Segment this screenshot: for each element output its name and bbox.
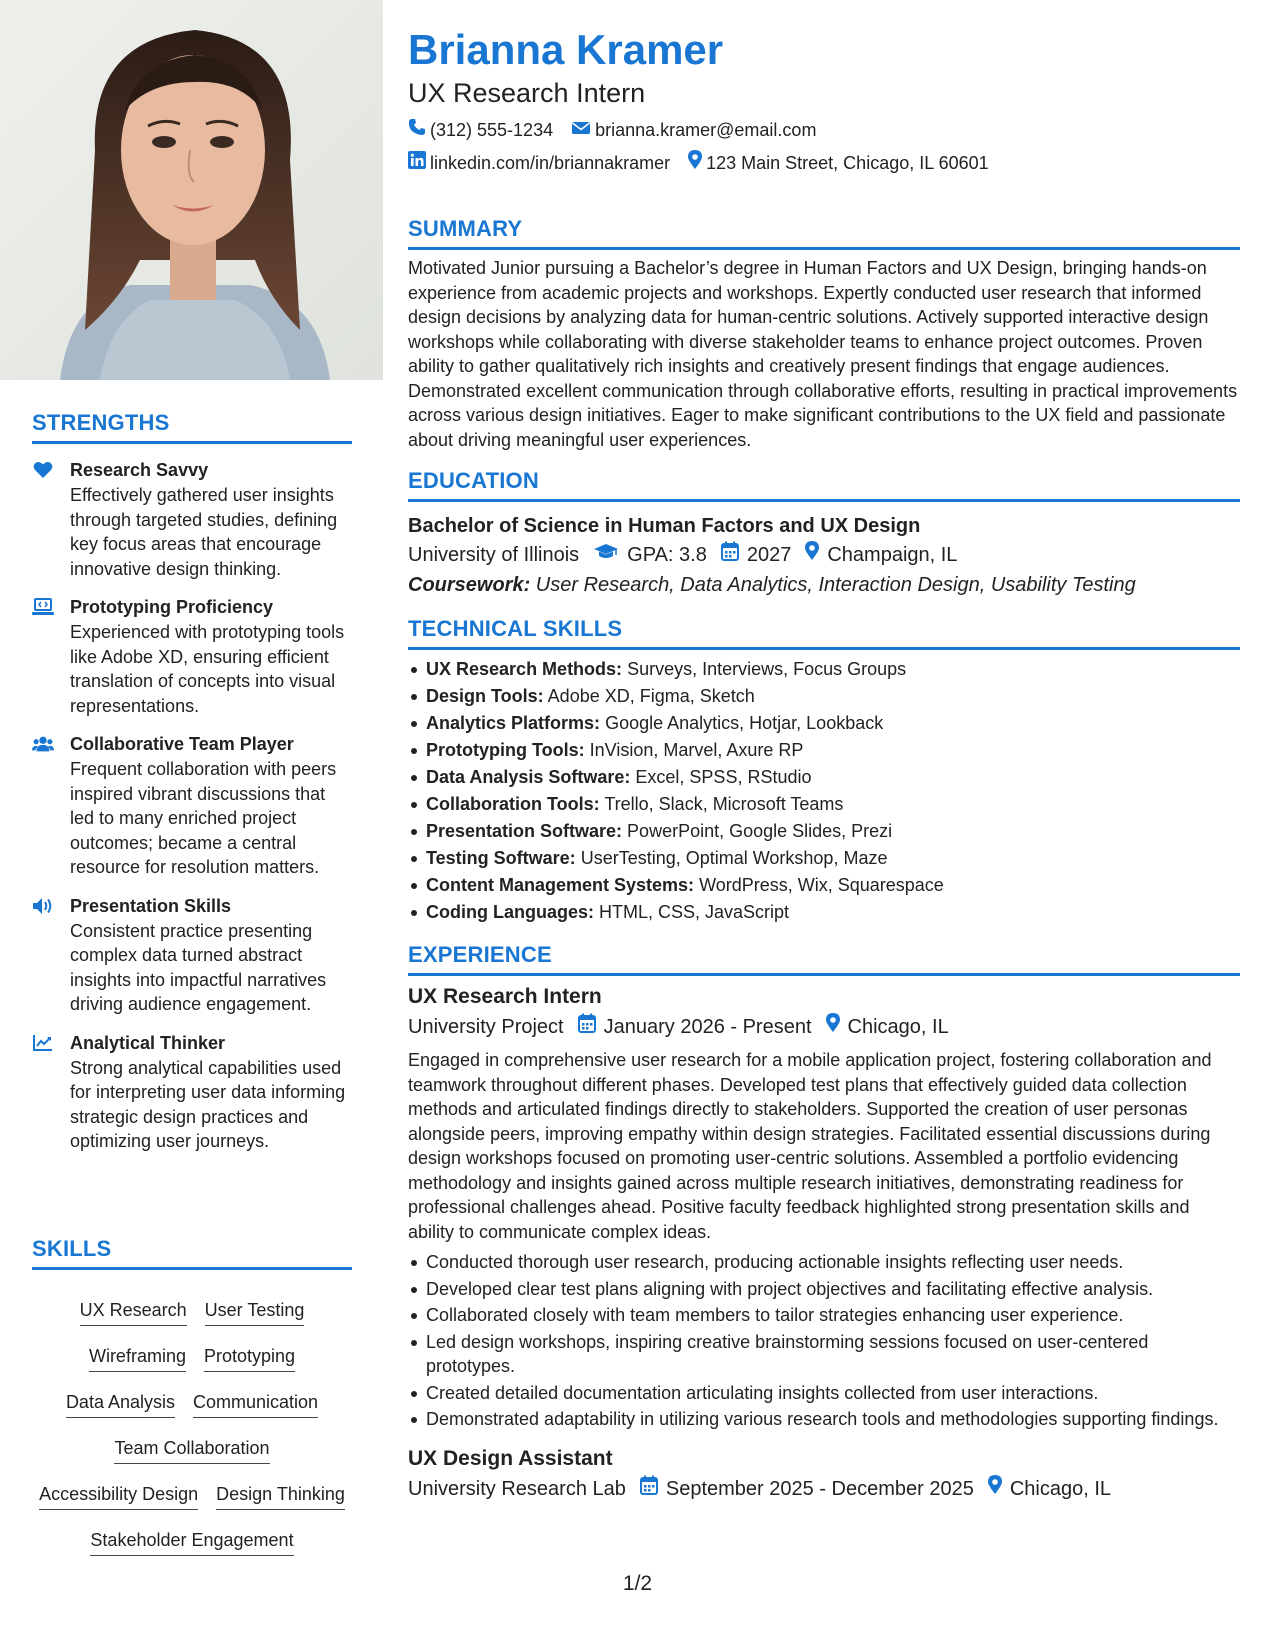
email-contact bbox=[571, 118, 816, 142]
grad-year bbox=[721, 540, 792, 570]
skill-value: Adobe XD, Figma, Sketch bbox=[543, 686, 755, 706]
skill-label: Collaboration Tools: bbox=[426, 794, 600, 814]
address-contact bbox=[688, 150, 989, 176]
email-text: brianna.kramer@email.com bbox=[595, 120, 817, 140]
skill-value: UserTesting, Optimal Workshop, Maze bbox=[575, 848, 888, 868]
degree-title: Bachelor of Science in Human Factors and UX Design bbox=[408, 515, 921, 537]
strength-item bbox=[32, 894, 352, 1017]
dates-text: September 2025 - December 2025 bbox=[665, 1477, 974, 1500]
technical-skills-section bbox=[408, 616, 1240, 926]
skill-value: Excel, SPSS, RStudio bbox=[630, 767, 812, 787]
list-item bbox=[408, 818, 1240, 845]
contact-row bbox=[408, 118, 1240, 142]
page-number: 1/2 bbox=[622, 1572, 653, 1595]
skill-tag: Wireframing bbox=[89, 1344, 186, 1372]
address-text: 123 Main Street, Chicago, IL 60601 bbox=[706, 153, 989, 173]
strength-desc: Consistent practice presenting complex data turned abstract insights into impactful narratives driving audience engagement. bbox=[70, 920, 327, 1014]
candidate-title: UX Research Intern bbox=[408, 78, 646, 108]
job-meta bbox=[408, 1012, 1240, 1042]
skills-section bbox=[32, 1236, 352, 1556]
list-item bbox=[408, 737, 1240, 764]
experience-heading: EXPERIENCE bbox=[408, 942, 1240, 976]
calendar-icon bbox=[721, 540, 747, 570]
strengths-heading: STRENGTHS bbox=[32, 410, 352, 444]
year-text: 2027 bbox=[746, 544, 792, 566]
skills-heading: SKILLS bbox=[32, 1236, 352, 1270]
strength-title: Presentation Skills bbox=[70, 895, 232, 916]
list-item bbox=[408, 683, 1240, 710]
skill-value: Trello, Slack, Microsoft Teams bbox=[599, 794, 844, 814]
dates-text: January 2026 - Present bbox=[603, 1016, 812, 1038]
heart-icon bbox=[32, 460, 54, 480]
profile-photo bbox=[0, 0, 383, 380]
skill-label: UX Research Methods: bbox=[426, 659, 623, 679]
job-location bbox=[826, 1012, 949, 1042]
skill-value: Google Analytics, Hotjar, Lookback bbox=[600, 713, 884, 733]
job-org bbox=[408, 1474, 626, 1504]
skill-value: HTML, CSS, JavaScript bbox=[594, 902, 790, 922]
list-item bbox=[408, 791, 1240, 818]
skill-value: InVision, Marvel, Axure RP bbox=[584, 740, 804, 760]
skill-value: WordPress, Wix, Squarespace bbox=[694, 875, 944, 895]
contact-row-2 bbox=[408, 150, 1240, 176]
strength-desc: Experienced with prototyping tools like Adobe XD, ensuring efficient translation of concepts into visual representations. bbox=[70, 622, 345, 716]
experience-section bbox=[408, 942, 1240, 1504]
job-meta bbox=[408, 1474, 1240, 1504]
job-title: UX Research Intern bbox=[408, 985, 602, 1008]
skill-tag: Stakeholder Engagement bbox=[90, 1528, 293, 1556]
strength-desc: Effectively gathered user insights through targeted studies, defining key focus areas that encourage innovative design thinking. bbox=[70, 485, 338, 579]
skill-label: Presentation Software: bbox=[426, 821, 623, 841]
linkedin-icon bbox=[408, 151, 430, 175]
summary-section bbox=[408, 216, 1240, 452]
education-meta bbox=[408, 540, 1240, 570]
graduation-cap-icon bbox=[593, 540, 627, 570]
linkedin-contact bbox=[408, 151, 670, 175]
list-item: Created detailed documentation articulating insights collected from user interactions. bbox=[408, 1381, 1240, 1406]
skill-label: Prototyping Tools: bbox=[426, 740, 585, 760]
list-item: Developed clear test plans aligning with project objectives and facilitating effective analysis. bbox=[408, 1277, 1240, 1302]
calendar-icon bbox=[578, 1012, 604, 1042]
job-dates bbox=[640, 1474, 974, 1504]
skill-tag: Communication bbox=[193, 1390, 318, 1418]
calendar-icon bbox=[640, 1474, 666, 1504]
skill-label: Testing Software: bbox=[426, 848, 576, 868]
strength-desc: Frequent collaboration with peers inspired vibrant discussions that led to many enriched project outcomes; became a central resource for resolution matters. bbox=[70, 759, 337, 877]
job-dates bbox=[578, 1012, 812, 1042]
skill-tag: Data Analysis bbox=[66, 1390, 175, 1418]
list-item bbox=[408, 872, 1240, 899]
location-text: Champaign, IL bbox=[827, 544, 958, 566]
volume-icon bbox=[32, 896, 54, 916]
education-section bbox=[408, 468, 1240, 600]
coursework-list: User Research, Data Analytics, Interaction Design, Usability Testing bbox=[530, 574, 1136, 596]
linkedin-text: linkedin.com/in/briannakramer bbox=[430, 153, 671, 173]
skill-label: Content Management Systems: bbox=[426, 875, 695, 895]
job-org bbox=[408, 1012, 564, 1042]
list-item: Conducted thorough user research, producing actionable insights reflecting user needs. bbox=[408, 1250, 1240, 1275]
strength-title: Collaborative Team Player bbox=[70, 734, 294, 754]
org-text: University Project bbox=[408, 1016, 564, 1038]
education-location bbox=[805, 540, 957, 570]
org-text: University Research Lab bbox=[408, 1477, 626, 1500]
strength-item bbox=[32, 595, 352, 718]
school bbox=[408, 540, 579, 570]
list-item: Led design workshops, inspiring creative brainstorming sessions focused on user-centered prototypes. bbox=[408, 1330, 1240, 1379]
technical-skills-list bbox=[408, 656, 1240, 926]
skill-label: Analytics Platforms: bbox=[426, 713, 601, 733]
envelope-icon bbox=[571, 118, 595, 142]
strength-item bbox=[32, 1031, 352, 1154]
strength-title: Analytical Thinker bbox=[70, 1032, 226, 1053]
job-bullets bbox=[408, 1250, 1240, 1432]
skill-value: Surveys, Interviews, Focus Groups bbox=[622, 659, 907, 679]
users-icon bbox=[32, 734, 54, 754]
laptop-code-icon bbox=[32, 597, 54, 617]
strength-item bbox=[32, 458, 352, 581]
candidate-name: Brianna Kramer bbox=[408, 26, 724, 73]
job-location bbox=[988, 1474, 1111, 1504]
summary-text: Motivated Junior pursuing a Bachelor’s degree in Human Factors and UX Design, bringing hands-on experience from academic projects and workshops. Expertly conducted user research that informed design decisions by analyzing data for human-centric solutions. Actively supported interactive design workshops while collaborating with diverse stakeholder teams to enhance project outcomes. Proven ability to gather qualitatively rich insights and creatively present findings that engage audiences. Demonstrated excellent communication through collaborative efforts, resulting in practical improvements across various design initiatives. Eager to make significant contributions to the UX field and passionate about driving meaningful user experiences. bbox=[408, 258, 1238, 450]
skill-label: Coding Languages: bbox=[426, 902, 594, 922]
list-item bbox=[408, 764, 1240, 791]
job-title: UX Design Assistant bbox=[408, 1446, 613, 1470]
summary-heading: SUMMARY bbox=[408, 216, 1240, 250]
skill-value: PowerPoint, Google Slides, Prezi bbox=[622, 821, 893, 841]
gpa bbox=[593, 540, 707, 570]
map-pin-icon bbox=[988, 1474, 1010, 1504]
map-pin-icon bbox=[826, 1012, 848, 1042]
skill-tag: Team Collaboration bbox=[114, 1436, 269, 1464]
left-column bbox=[0, 0, 383, 1650]
technical-skills-heading: TECHNICAL SKILLS bbox=[408, 616, 1240, 650]
strength-title: Prototyping Proficiency bbox=[70, 597, 274, 617]
list-item bbox=[408, 710, 1240, 737]
strength-title: Research Savvy bbox=[70, 460, 209, 480]
skill-tag: Prototyping bbox=[204, 1344, 295, 1372]
skill-label: Design Tools: bbox=[426, 686, 544, 706]
chart-line-icon bbox=[32, 1033, 54, 1053]
gpa-text: GPA: 3.8 bbox=[627, 544, 707, 566]
job-description: Engaged in comprehensive user research for a mobile application project, fostering collaboration and teamwork throughout different phases. Developed test plans that effectively guided data collection methods and articulated findings directly to stakeholders. Supported the creation of user personas alongside peers, improving empathy within design strategies. Facilitated essential discussions during design workshops focused on promoting user-centric solutions. Assembled a portfolio evidencing methodology and insights gained across multiple research initiatives, demonstrating readiness for professional challenges ahead. Positive faculty feedback highlighted strong presentation skills and ability to communicate complex ideas. bbox=[408, 1050, 1212, 1242]
list-item: Demonstrated adaptability in utilizing various research tools and methodologies supporting findings. bbox=[408, 1407, 1240, 1432]
skill-tag: UX Research bbox=[80, 1298, 187, 1326]
skill-label: Data Analysis Software: bbox=[426, 767, 631, 787]
strengths-section bbox=[32, 410, 352, 1154]
map-pin-icon bbox=[688, 150, 706, 176]
coursework bbox=[408, 570, 1240, 600]
school-name: University of Illinois bbox=[408, 544, 580, 566]
phone-contact bbox=[408, 118, 553, 142]
skill-tag: Accessibility Design bbox=[39, 1482, 198, 1510]
phone-text: (312) 555-1234 bbox=[430, 120, 554, 140]
skill-tag: Design Thinking bbox=[216, 1482, 345, 1510]
location-text: Chicago, IL bbox=[1009, 1477, 1112, 1500]
phone-icon bbox=[408, 118, 430, 142]
strength-item bbox=[32, 732, 352, 880]
map-pin-icon bbox=[805, 540, 827, 570]
right-column bbox=[408, 24, 1240, 1504]
list-item: Collaborated closely with team members to tailor strategies enhancing user experience. bbox=[408, 1303, 1240, 1328]
location-text: Chicago, IL bbox=[847, 1016, 949, 1038]
education-heading: EDUCATION bbox=[408, 468, 1240, 502]
list-item bbox=[408, 845, 1240, 872]
strength-desc: Strong analytical capabilities used for interpreting user data informing strategic design practices and optimizing user journeys. bbox=[70, 1057, 346, 1151]
list-item bbox=[408, 899, 1240, 926]
skill-tag: User Testing bbox=[205, 1298, 305, 1326]
list-item bbox=[408, 656, 1240, 683]
skills-tags bbox=[32, 1280, 352, 1556]
coursework-label: Coursework: bbox=[408, 574, 531, 596]
